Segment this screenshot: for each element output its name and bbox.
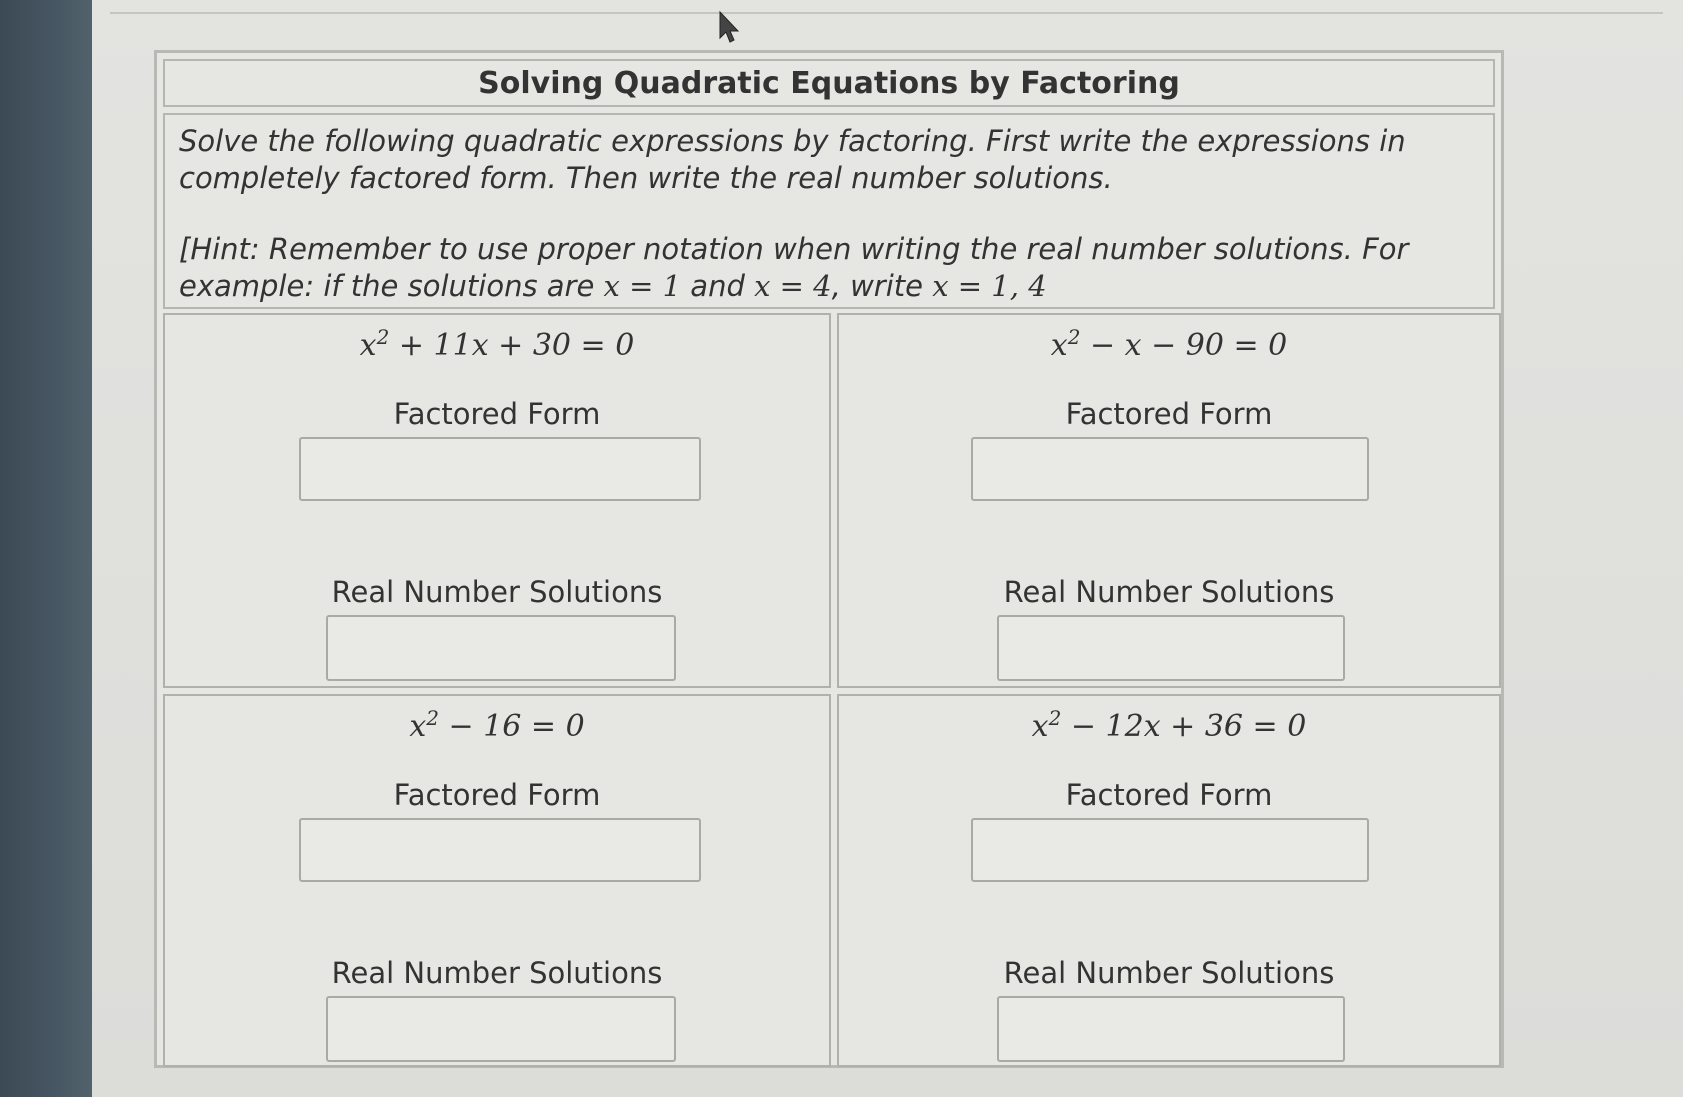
hint-prefix: [Hint: Remember to use proper notation when writing the real number solutions. For example: if the solutions are — [179, 232, 1409, 303]
hint-math-1: x = 1 — [603, 269, 682, 303]
page-title: Solving Quadratic Equations by Factoring — [163, 59, 1495, 107]
equation — [165, 706, 829, 744]
factored-form-label: Factored Form — [1065, 397, 1273, 431]
real-solutions-input[interactable] — [997, 615, 1345, 681]
problem-card-1 — [163, 313, 831, 688]
equation-base: x — [1031, 709, 1049, 744]
factored-form-label: Factored Form — [1065, 778, 1273, 812]
factored-form-label: Factored Form — [393, 397, 601, 431]
problems-grid — [163, 313, 1495, 1059]
hint-mid: , write — [831, 269, 933, 303]
worksheet-panel — [154, 50, 1504, 1068]
real-solutions-input[interactable] — [997, 996, 1345, 1062]
real-solutions-input[interactable] — [326, 615, 676, 681]
instructions-text: Solve the following quadratic expressions by factoring. First write the expressions in completely factored form. Then write the real number solutions. — [179, 124, 1406, 195]
equation-base: x — [1050, 328, 1068, 363]
factored-form-input[interactable] — [299, 818, 701, 882]
equation-exponent: 2 — [1048, 706, 1062, 730]
top-divider — [110, 12, 1663, 14]
equation — [839, 325, 1499, 363]
monitor-bezel — [0, 0, 92, 1097]
equation-rest: − x − 90 = 0 — [1080, 328, 1288, 363]
hint-text — [179, 231, 1479, 305]
hint-math-3: x = 1, 4 — [932, 269, 1047, 303]
real-solutions-label: Real Number Solutions — [1003, 956, 1335, 990]
problem-card-4 — [837, 694, 1501, 1067]
equation-base: x — [409, 709, 427, 744]
equation-rest: + 11x + 30 = 0 — [389, 328, 635, 363]
factored-form-input[interactable] — [299, 437, 701, 501]
mouse-pointer-icon — [718, 10, 744, 46]
real-solutions-label: Real Number Solutions — [1003, 575, 1335, 609]
equation — [165, 325, 829, 363]
instructions-box — [163, 113, 1495, 309]
problem-card-2 — [837, 313, 1501, 688]
problem-card-3 — [163, 694, 831, 1067]
equation-exponent: 2 — [376, 325, 390, 349]
equation-base: x — [359, 328, 377, 363]
hint-math-2: x = 4 — [754, 269, 832, 303]
equation-rest: − 16 = 0 — [438, 709, 585, 744]
real-solutions-label: Real Number Solutions — [331, 575, 663, 609]
equation — [839, 706, 1499, 744]
equation-exponent: 2 — [426, 706, 439, 730]
real-solutions-label: Real Number Solutions — [331, 956, 663, 990]
equation-rest: − 12x + 36 = 0 — [1061, 709, 1307, 744]
hint-and: and — [681, 269, 755, 303]
factored-form-label: Factored Form — [393, 778, 601, 812]
equation-exponent: 2 — [1067, 325, 1081, 349]
factored-form-input[interactable] — [971, 437, 1369, 501]
factored-form-input[interactable] — [971, 818, 1369, 882]
real-solutions-input[interactable] — [326, 996, 676, 1062]
